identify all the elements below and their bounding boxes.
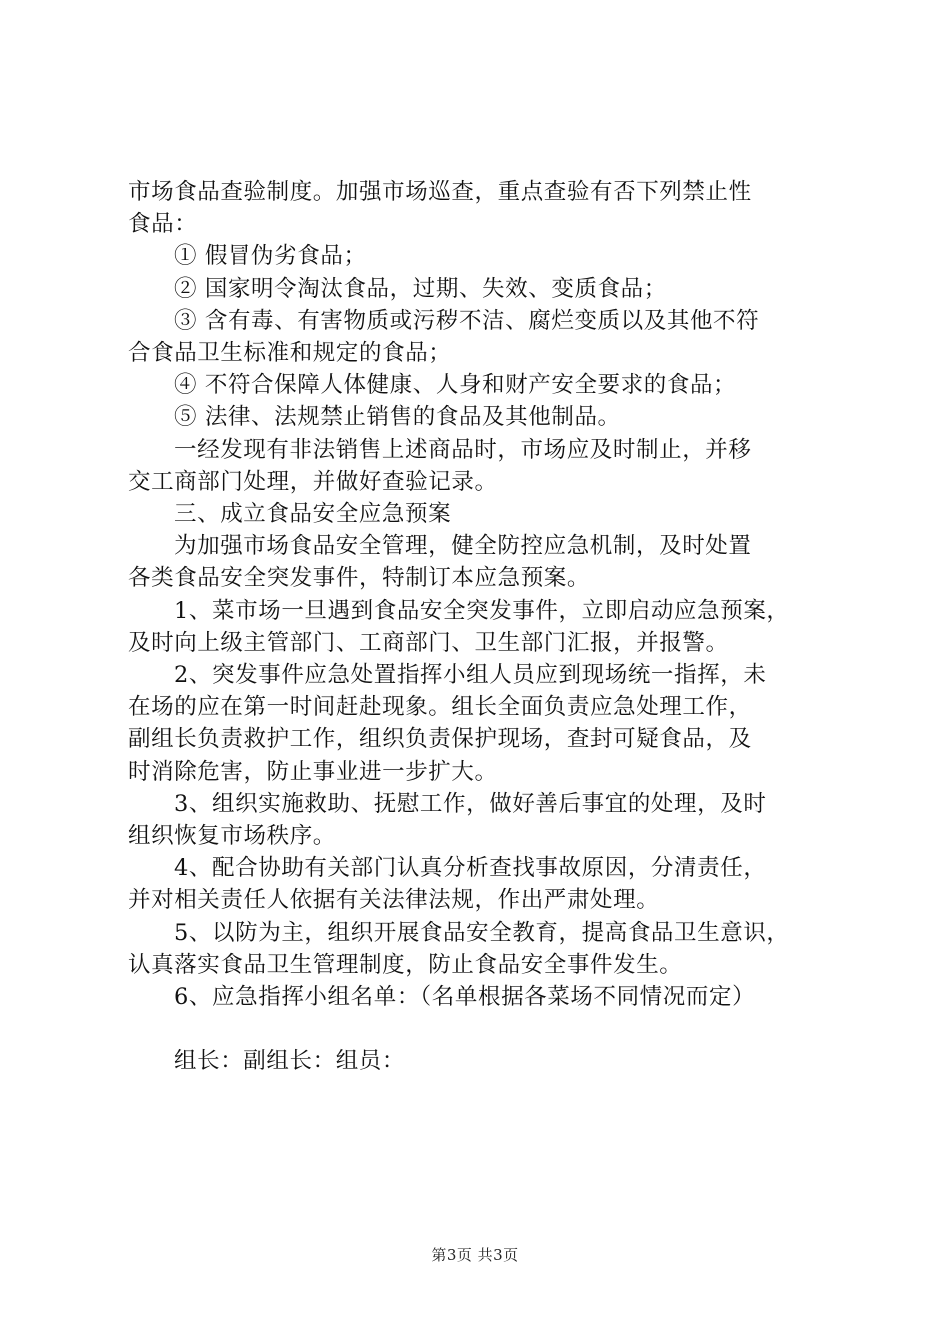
text-line: 时消除危害，防止事业进一步扩大。 [128, 758, 498, 785]
text-line: ④ 不符合保障人体健康、人身和财产安全要求的食品； [174, 372, 737, 399]
text-line: 2、突发事件应急处置指挥小组人员应到现场统一指挥，未 [174, 662, 767, 689]
text-line: 在场的应在第一时间赶赴现象。组长全面负责应急处理工作， [128, 694, 752, 721]
text-line: 三、成立食品安全应急预案 [174, 501, 452, 528]
text-line: 4、配合协助有关部门认真分析查找事故原因，分清责任， [174, 855, 767, 882]
signature-line: 组长：副组长：组员： [174, 1048, 406, 1075]
text-line: 5、以防为主，组织开展食品安全教育，提高食品卫生意识， [174, 919, 790, 946]
text-line: 认真落实食品卫生管理制度，防止食品安全事件发生。 [128, 951, 683, 978]
text-line: ⑤ 法律、法规禁止销售的食品及其他制品。 [174, 404, 621, 431]
text-line: 各类食品安全突发事件，特制订本应急预案。 [128, 565, 591, 592]
text-line: 及时向上级主管部门、工商部门、卫生部门汇报，并报警。 [128, 629, 729, 656]
text-line: 为加强市场食品安全管理，健全防控应急机制，及时处置 [174, 533, 752, 560]
text-line: 副组长负责救护工作，组织负责保护现场，查封可疑食品，及 [128, 726, 752, 753]
text-line: 1、菜市场一旦遇到食品安全突发事件，立即启动应急预案， [174, 597, 790, 624]
text-line: ① 假冒伪劣食品； [174, 243, 367, 270]
text-line: 食品： [128, 211, 198, 238]
text-line: 市场食品查验制度。加强市场巡查，重点查验有否下列禁止性 [128, 179, 752, 205]
text-line: 交工商部门处理，并做好查验记录。 [128, 468, 498, 495]
text-line: 一经发现有非法销售上述商品时，市场应及时制止，并移 [174, 436, 752, 463]
text-line: 合食品卫生标准和规定的食品； [128, 340, 452, 367]
text-line: 6、应急指挥小组名单：（名单根据各菜场不同情况而定） [174, 984, 756, 1011]
text-line: 组织恢复市场秩序。 [128, 823, 336, 850]
text-line: 并对相关责任人依据有关法律法规，作出严肃处理。 [128, 887, 660, 914]
document-body [128, 176, 838, 1077]
text-line: ③ 含有毒、有害物质或污秽不洁、腐烂变质以及其他不符 [174, 307, 760, 334]
blank-gap [128, 1013, 838, 1045]
text-line: ② 国家明令淘汰食品，过期、失效、变质食品； [174, 275, 667, 302]
text-line: 3、组织实施救助、抚慰工作，做好善后事宜的处理，及时 [174, 790, 767, 817]
page-footer: 第3页 共3页 [431, 1246, 519, 1264]
